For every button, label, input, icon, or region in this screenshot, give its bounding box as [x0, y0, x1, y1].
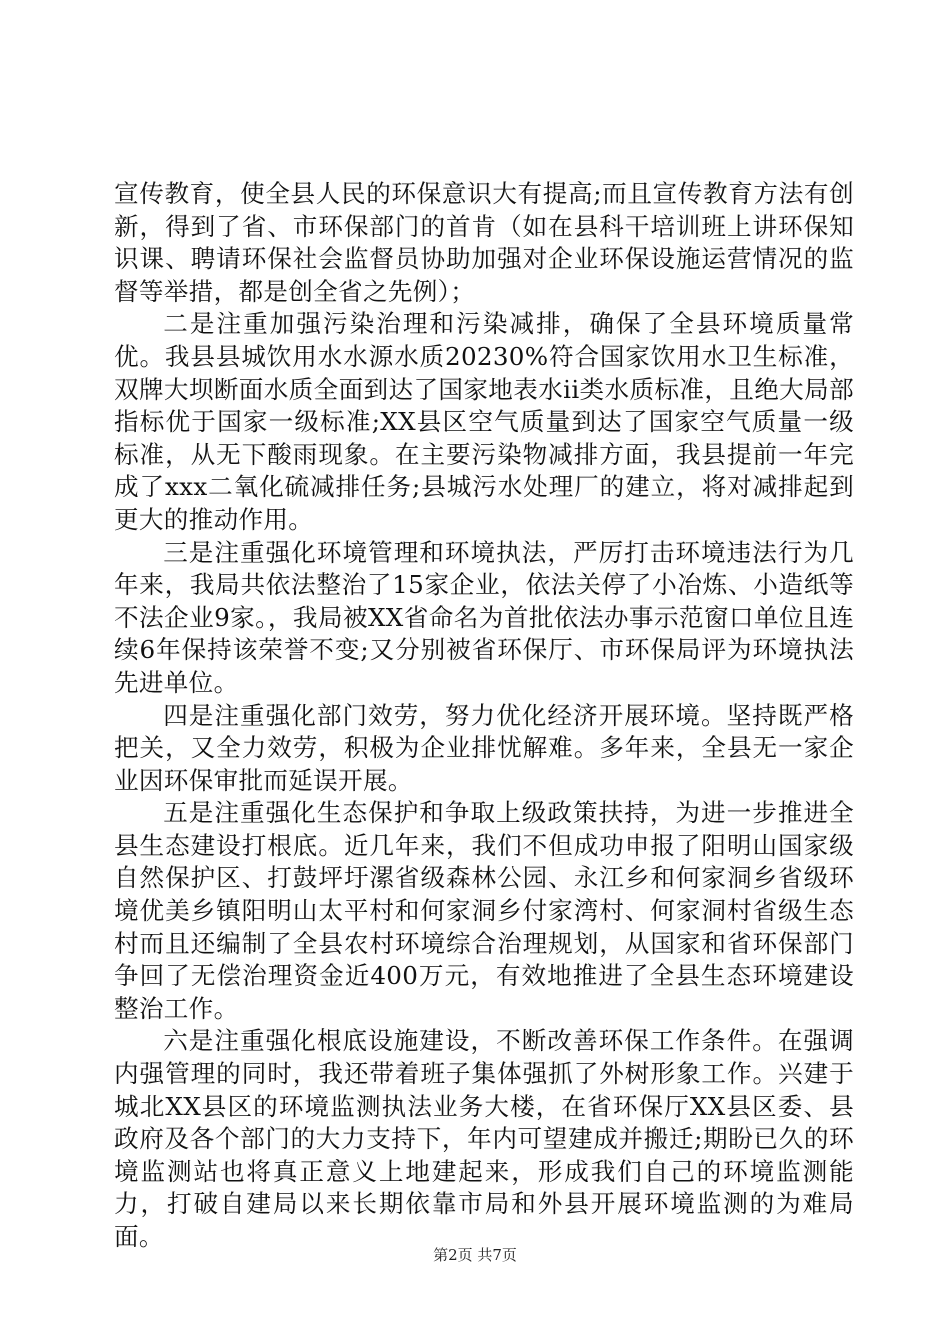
- paragraph-continuation: 宣传教育，使全县人民的环保意识大有提高;而且宣传教育方法有创新，得到了省、市环保部门的首肯（如在县科干培训班上讲环保知识课、聘请环保社会监督员协助加强对企业环保设施运营情况的监督等举措，都是创全省之先例）；: [114, 179, 854, 306]
- page-number-footer: 第2页 共7页: [433, 1246, 517, 1264]
- body-text: [114, 178, 854, 1254]
- paragraph-service: 四是注重强化部门效劳，努力优化经济开展环境。坚持既严格把关，又全力效劳，积极为企业排忧解难。多年来，全县无一家企业因环保审批而延误开展。: [114, 700, 854, 795]
- paragraph-enforcement: 三是注重强化环境管理和环境执法，严厉打击环境违法行为几年来，我局共依法整治了15家企业，依法关停了小冶炼、小造纸等不法企业9家。，我局被XX省命名为首批依法办事示范窗口单位且连续6年保持该荣誉不变;又分别被省环保厅、市环保局评为环境执法先进单位。: [114, 537, 854, 697]
- paragraph-ecology: 五是注重强化生态保护和争取上级政策扶持，为进一步推进全县生态建设打根底。近几年来，我们不但成功申报了阳明山国家级自然保护区、打鼓坪圩漯省级森林公园、永江乡和何家洞乡省级环境优美乡镇阳明山太平村和何家洞乡付家湾村、何家洞村省级生态村而且还编制了全县农村环境综合治理规划，从国家和省环保部门争回了无偿治理资金近400万元，有效地推进了全县生态环境建设整治工作。: [114, 798, 854, 1023]
- paragraph-pollution-control: 二是注重加强污染治理和污染减排，确保了全县环境质量常优。我县县城饮用水水源水质20230%符合国家饮用水卫生标准，双牌大坝断面水质全面到达了国家地表水ii类水质标准，且绝大局部指标优于国家一级标准;XX县区空气质量到达了国家空气质量一级标准，从无下酸雨现象。在主要污染物减排方面，我县提前一年完成了xxx二氧化硫减排任务;县城污水处理厂的建立，将对减排起到更大的推动作用。: [114, 309, 854, 534]
- paragraph-infrastructure: 六是注重强化根底设施建设，不断改善环保工作条件。在强调内强管理的同时，我还带着班子集体强抓了外树形象工作。兴建于城北XX县区的环境监测执法业务大楼，在省环保厅XX县区委、县政府及各个部门的大力支持下，年内可望建成并搬迁;期盼已久的环境监测站也将真正意义上地建起来，形成我们自己的环境监测能力，打破自建局以来长期依靠市局和外县开展环境监测的为难局面。: [114, 1026, 854, 1251]
